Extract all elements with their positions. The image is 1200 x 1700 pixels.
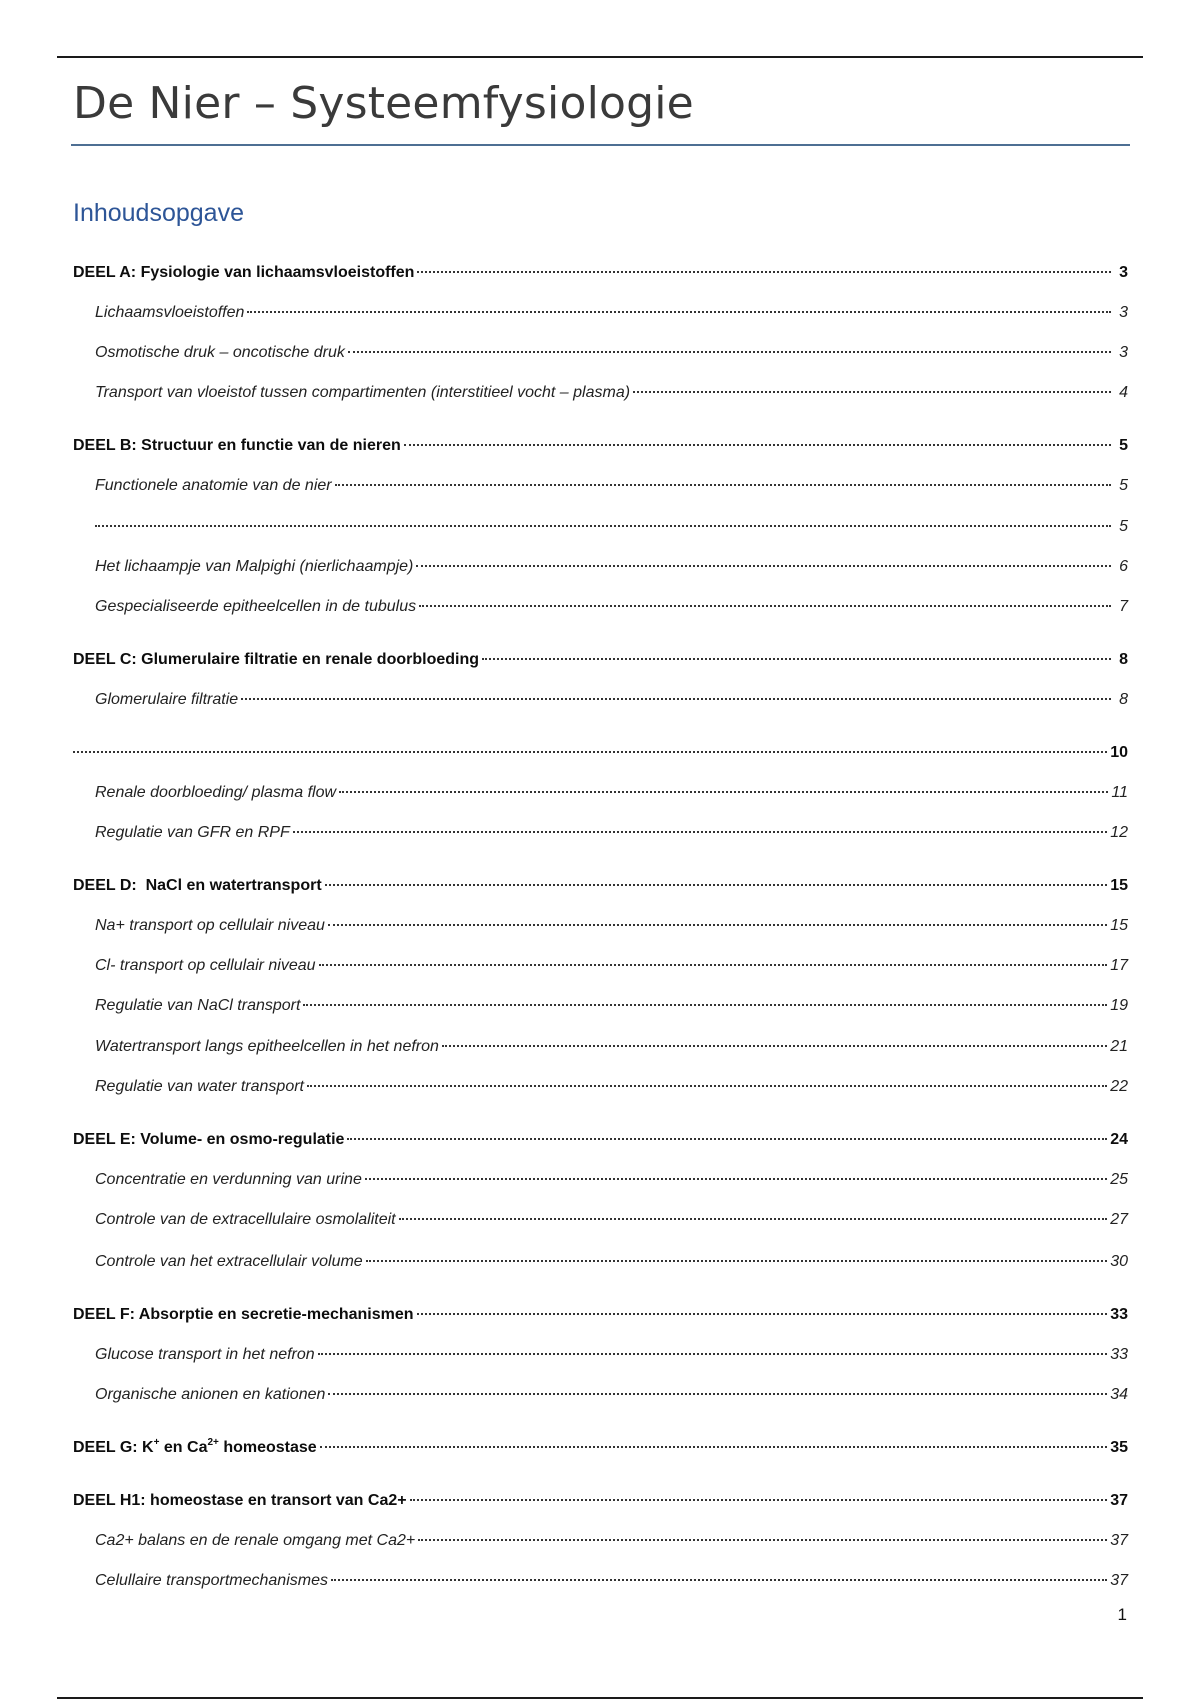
- toc-entry-renale-doorbloeding[interactable]: [95, 782, 1128, 804]
- toc-entry-page: 3: [1119, 264, 1128, 281]
- toc-entry-page: 8: [1119, 691, 1128, 708]
- toc-entry-osmolaliteit[interactable]: [95, 1209, 1128, 1231]
- dot-leader: [416, 565, 1111, 567]
- toc-entry-deel-b[interactable]: [73, 435, 1128, 457]
- toc-entry-label: Controle van de extracellulaire osmolaliteit: [95, 1211, 396, 1228]
- dot-leader: [417, 1313, 1108, 1315]
- toc-entry-transport-vloeistof[interactable]: [95, 382, 1128, 404]
- dot-leader: [307, 1085, 1107, 1087]
- toc-entry-page: 34: [1110, 1386, 1128, 1403]
- toc-entry-label: DEEL B: Structuur en functie van de nieren: [73, 437, 401, 454]
- toc-entry-page: 5: [1119, 477, 1128, 494]
- toc-entry-page: 37: [1110, 1532, 1128, 1549]
- toc-entry-page: 25: [1110, 1171, 1128, 1188]
- toc-entry-page: 7: [1119, 598, 1128, 615]
- dot-leader: [303, 1004, 1107, 1006]
- toc-entry-page: 17: [1110, 957, 1128, 974]
- toc-entry-deel-f[interactable]: [73, 1304, 1128, 1326]
- toc-entry-empty-1[interactable]: [95, 516, 1128, 538]
- dot-leader: [328, 1393, 1107, 1395]
- dot-leader: [320, 1446, 1108, 1448]
- toc-entry-label: Gespecialiseerde epitheelcellen in de tubulus: [95, 598, 417, 615]
- toc-entry-malpighi[interactable]: [95, 556, 1128, 578]
- toc-entry-label: Organische anionen en kationen: [95, 1386, 326, 1403]
- toc-entry-deel-c[interactable]: [73, 649, 1128, 671]
- toc-entry-page: 27: [1110, 1211, 1128, 1228]
- dot-leader: [73, 751, 1107, 753]
- toc-entry-label: Functionele anatomie van de nier: [95, 477, 332, 494]
- toc-entry-page: 10: [1110, 744, 1128, 761]
- label-text: DEEL G: K: [73, 1439, 154, 1456]
- toc-entry-label: Osmotische druk – oncotische druk: [95, 344, 345, 361]
- toc-entry-lichaamsvloeistoffen[interactable]: [95, 302, 1128, 324]
- toc-entry-page: 22: [1110, 1078, 1128, 1095]
- toc-entry-page: 15: [1110, 917, 1128, 934]
- toc-entry-glomerulaire-filtratie[interactable]: [95, 689, 1128, 711]
- toc-entry-page: 3: [1119, 344, 1128, 361]
- title-underline: [71, 144, 1130, 146]
- toc-entry-label: DEEL C: Glumerulaire filtratie en renale doorbloeding: [73, 651, 479, 668]
- toc-entry-label: Watertransport langs epitheelcellen in het nefron: [95, 1038, 439, 1055]
- label-text: homeostase: [218, 1439, 317, 1456]
- toc-entry-label: Lichaamsvloeistoffen: [95, 304, 245, 321]
- dot-leader: [417, 271, 1111, 273]
- toc-entry-page: 21: [1110, 1038, 1128, 1055]
- toc-entry-label: Na+ transport op cellulair niveau: [95, 917, 325, 934]
- toc-entry-transportmechanismes[interactable]: [95, 1570, 1128, 1592]
- toc-entry-page: 4: [1119, 384, 1128, 401]
- toc-entry-label: DEEL E: Volume- en osmo-regulatie: [73, 1131, 345, 1148]
- toc-entry-label: [73, 1437, 317, 1459]
- dot-leader: [328, 924, 1107, 926]
- dot-leader: [247, 311, 1111, 313]
- toc-entry-concentratie-urine[interactable]: [95, 1169, 1128, 1191]
- toc-entry-glucose-transport[interactable]: [95, 1344, 1128, 1366]
- superscript: 2+: [207, 1436, 219, 1448]
- dot-leader: [335, 484, 1111, 486]
- toc-entry-label: Regulatie van NaCl transport: [95, 997, 301, 1014]
- toc-entry-page: 5: [1119, 518, 1128, 535]
- toc-entry-functionele-anatomie[interactable]: [95, 475, 1128, 497]
- toc-entry-page: 3: [1119, 304, 1128, 321]
- toc-entry-label: Glucose transport in het nefron: [95, 1346, 315, 1363]
- toc-entry-deel-g[interactable]: [73, 1437, 1128, 1459]
- toc-entry-label: DEEL D: NaCl en watertransport: [73, 877, 322, 894]
- toc-entry-watertransport[interactable]: [95, 1036, 1128, 1058]
- dot-leader: [399, 1218, 1108, 1220]
- label-text: en Ca: [159, 1439, 208, 1456]
- dot-leader: [418, 1539, 1107, 1541]
- toc-entry-page: 8: [1119, 651, 1128, 668]
- toc-entry-page: 33: [1110, 1346, 1128, 1363]
- toc-entry-label: Celullaire transportmechanismes: [95, 1572, 328, 1589]
- toc-entry-page: 37: [1110, 1572, 1128, 1589]
- dot-leader: [366, 1260, 1108, 1262]
- toc-entry-label: DEEL H1: homeostase en transort van Ca2+: [73, 1492, 407, 1509]
- toc-entry-osmotische-druk[interactable]: [95, 342, 1128, 364]
- toc-entry-page: 12: [1110, 824, 1128, 841]
- toc-heading: Inhoudsopgave: [73, 199, 244, 227]
- toc-entry-page: 37: [1110, 1492, 1128, 1509]
- dot-leader: [95, 525, 1111, 527]
- toc-entry-ca-balans[interactable]: [95, 1530, 1128, 1552]
- dot-leader: [482, 658, 1111, 660]
- toc-entry-page: 35: [1110, 1439, 1128, 1456]
- dot-leader: [633, 391, 1111, 393]
- toc-entry-page: 6: [1119, 558, 1128, 575]
- toc-entry-na-transport[interactable]: [95, 915, 1128, 937]
- toc-entry-label: Renale doorbloeding/ plasma flow: [95, 784, 337, 801]
- page-number: 1: [1117, 1605, 1127, 1624]
- toc-entry-page: 24: [1110, 1131, 1128, 1148]
- bottom-border-line: [57, 1697, 1143, 1699]
- toc-entry-deel-e[interactable]: [73, 1129, 1128, 1151]
- document-title: De Nier – Systeemfysiologie: [73, 78, 694, 129]
- toc-entry-label: Het lichaampje van Malpighi (nierlichaampje): [95, 558, 414, 575]
- toc-entry-organische-ionen[interactable]: [95, 1384, 1128, 1406]
- toc-entry-label: DEEL A: Fysiologie van lichaamsvloeistoffen: [73, 264, 415, 281]
- toc-entry-label: DEEL F: Absorptie en secretie-mechanismen: [73, 1306, 414, 1323]
- toc-entry-label: Cl- transport op cellulair niveau: [95, 957, 316, 974]
- toc-entry-regulatie-water[interactable]: [95, 1076, 1128, 1098]
- dot-leader: [348, 351, 1111, 353]
- dot-leader: [293, 831, 1107, 833]
- toc-entry-label: Ca2+ balans en de renale omgang met Ca2+: [95, 1532, 416, 1549]
- toc-entry-epitheelcellen[interactable]: [95, 596, 1128, 618]
- dot-leader: [339, 791, 1108, 793]
- dot-leader: [365, 1178, 1107, 1180]
- dot-leader: [404, 444, 1111, 446]
- toc-entry-label: Transport van vloeistof tussen compartimenten (interstitieel vocht – plasma): [95, 384, 631, 401]
- dot-leader: [319, 964, 1108, 966]
- toc-entry-label: Regulatie van water transport: [95, 1078, 304, 1095]
- toc-entry-extracellulair-volume[interactable]: [95, 1251, 1128, 1273]
- toc-entry-page: 15: [1110, 877, 1128, 894]
- toc-entry-page: 19: [1110, 997, 1128, 1014]
- dot-leader: [331, 1579, 1107, 1581]
- dot-leader: [410, 1499, 1108, 1501]
- toc-entry-empty-2[interactable]: [73, 742, 1128, 764]
- toc-entry-label: Concentratie en verdunning van urine: [95, 1171, 362, 1188]
- dot-leader: [347, 1138, 1107, 1140]
- dot-leader: [318, 1353, 1108, 1355]
- top-border-line: [57, 56, 1143, 58]
- dot-leader: [325, 884, 1108, 886]
- toc-entry-regulatie-nacl[interactable]: [95, 995, 1128, 1017]
- toc-entry-label: Controle van het extracellulair volume: [95, 1253, 363, 1270]
- toc-entry-deel-d[interactable]: [73, 875, 1128, 897]
- toc-entry-cl-transport[interactable]: [95, 955, 1128, 977]
- toc-entry-deel-h1[interactable]: [73, 1490, 1128, 1512]
- toc-entry-regulatie-gfr[interactable]: [95, 822, 1128, 844]
- toc-entry-deel-a[interactable]: [73, 262, 1128, 284]
- toc-entry-page: 33: [1110, 1306, 1128, 1323]
- toc-entry-page: 11: [1111, 784, 1128, 801]
- dot-leader: [419, 605, 1111, 607]
- toc-entry-label: Glomerulaire filtratie: [95, 691, 239, 708]
- superscript: +: [153, 1436, 160, 1448]
- toc-entry-page: 30: [1110, 1253, 1128, 1270]
- toc-entry-page: 5: [1119, 437, 1128, 454]
- dot-leader: [241, 698, 1111, 700]
- dot-leader: [442, 1045, 1107, 1047]
- toc-entry-label: Regulatie van GFR en RPF: [95, 824, 290, 841]
